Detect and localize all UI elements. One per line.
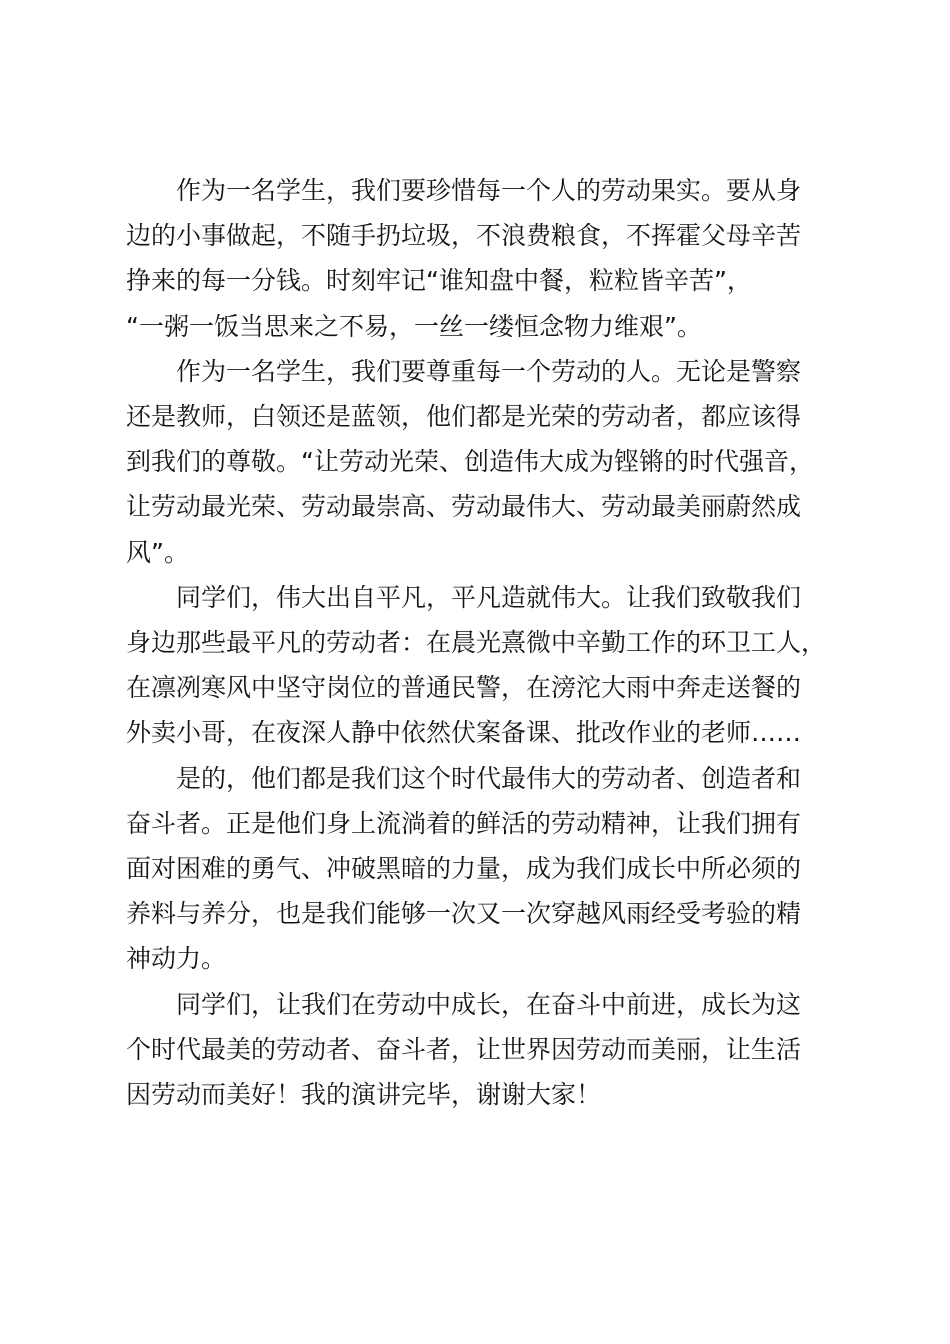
text-line: 奋斗者。正是他们身上流淌着的鲜活的劳动精神，让我们拥有 — [126, 808, 802, 838]
text-line: 让劳动最光荣、劳动最崇高、劳动最伟大、劳动最美丽蔚然成 — [126, 492, 802, 522]
text-line: 是的，他们都是我们这个时代最伟大的劳动者、创造者和 — [176, 763, 802, 793]
text-line: 外卖小哥，在夜深人静中依然伏案备课、批改作业的老师…… — [126, 718, 802, 748]
text-line: 边的小事做起，不随手扔垃圾，不浪费粮食，不挥霍父母辛苦 — [126, 221, 802, 251]
paragraph-closing — [126, 982, 838, 1118]
text-line: 因劳动而美好！我的演讲完毕，谢谢大家！ — [126, 1080, 602, 1110]
text-line: 同学们，伟大出自平凡，平凡造就伟大。让我们致敬我们 — [176, 582, 802, 612]
text-line: 面对困难的勇气、冲破黑暗的力量，成为我们成长中所必须的 — [126, 854, 802, 884]
text-line: 到我们的尊敬。“让劳动光荣、创造伟大成为铿锵的时代强音， — [126, 447, 814, 477]
text-line: 还是教师，白领还是蓝领，他们都是光荣的劳动者，都应该得 — [126, 402, 802, 432]
text-line: “一粥一饭当思来之不易，一丝一缕恒念物力维艰”。 — [126, 311, 702, 341]
text-line: 风”。 — [126, 537, 189, 567]
paragraph-labor-spirit — [126, 756, 838, 982]
paragraph-respect-workers — [126, 349, 838, 575]
text-line: 在凛冽寒风中坚守岗位的普通民警，在滂沱大雨中奔走送餐的 — [126, 673, 802, 703]
text-line: 身边那些最平凡的劳动者：在晨光熹微中辛勤工作的环卫工人， — [126, 628, 827, 658]
paragraph-cherish-labor — [126, 168, 838, 349]
text-line: 挣来的每一分钱。时刻牢记“谁知盘中餐，粒粒皆辛苦”， — [126, 266, 752, 296]
paragraph-ordinary-workers — [126, 575, 838, 756]
text-line: 作为一名学生，我们要珍惜每一个人的劳动果实。要从身 — [176, 176, 802, 205]
text-line: 养料与养分，也是我们能够一次又一次穿越风雨经受考验的精 — [126, 899, 802, 929]
text-line: 神动力。 — [126, 944, 227, 974]
text-line: 个时代最美的劳动者、奋斗者，让世界因劳动而美丽，让生活 — [126, 1034, 802, 1064]
text-line: 作为一名学生，我们要尊重每一个劳动的人。无论是警察 — [176, 356, 802, 386]
document-body — [126, 168, 838, 1117]
text-line: 同学们，让我们在劳动中成长，在奋斗中前进，成长为这 — [176, 989, 802, 1019]
